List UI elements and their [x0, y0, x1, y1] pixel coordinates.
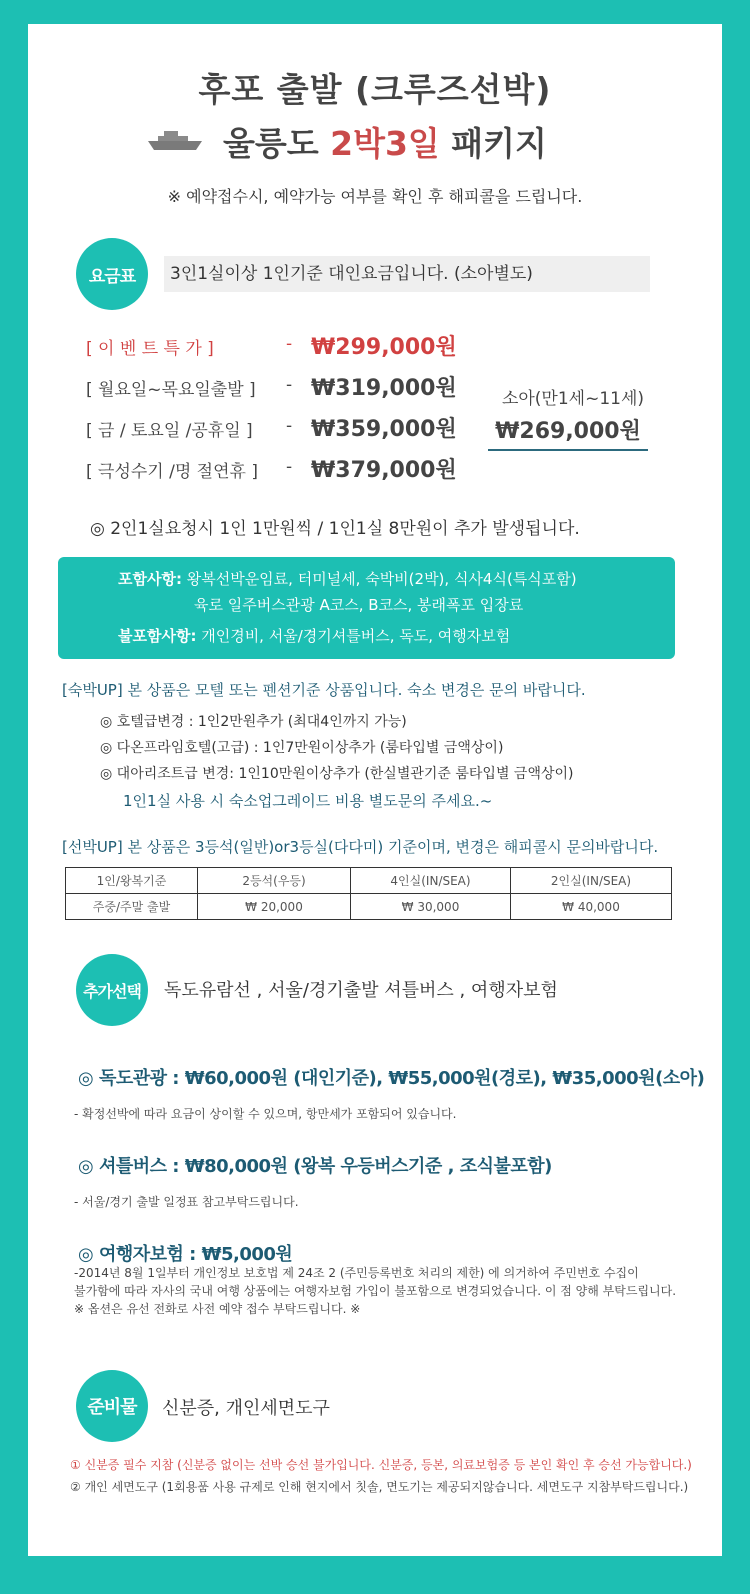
insurance-option-desc: ※ 옵션은 유선 전화로 사전 예약 접수 부탁드립니다. ※ [74, 1302, 361, 1316]
prep-items: 신분증, 개인세면도구 [162, 1398, 330, 1419]
pricing-basis: 3인1실이상 1인기준 대인요금입니다. (소아별도) [164, 256, 650, 292]
table-cell: ₩ 40,000 [511, 894, 672, 920]
table-header-cell: 4인실(IN/SEA) [351, 868, 511, 894]
table-header-row [66, 868, 672, 894]
extras-badge: 추가선택 [76, 954, 148, 1026]
insurance-option-desc: 불가함에 따라 자사의 국내 여행 상품에는 여행자보험 가입이 불포함으로 변경되었습니다. 이 점 양해 부탁드립니다. [74, 1284, 677, 1298]
lodging-upgrade-head: [숙박UP] 본 상품은 모텔 또는 펜션기준 상품입니다. 숙소 변경은 문의 바랍니다. [62, 681, 586, 699]
prep-badge: 준비물 [76, 1370, 148, 1442]
dokdo-option-title: ◎ 독도관광 : ₩60,000원 (대인기준), ₩55,000원(경로), ₩35,000원(소아) [78, 1068, 705, 1089]
table-header-cell: 1인/왕복기준 [66, 868, 198, 894]
included-line-2: 육로 일주버스관광 A코스, B코스, 봉래폭포 입장료 [194, 596, 524, 614]
insurance-option-desc: -2014년 8월 1일부터 개인정보 보호법 제 24조 2 (주민등록번호 처리의 제한) 에 의거하여 주민번호 수집이 [74, 1266, 639, 1280]
table-header-cell: 2등석(우등) [198, 868, 351, 894]
package-card [28, 24, 722, 1556]
price-row-event: [ 이 벤 트 특 가 ] - ₩299,000원 [86, 334, 457, 360]
lodging-option: ◎ 호텔급변경 : 1인2만원추가 (최대4인까지 가능) [100, 714, 407, 730]
table-row [66, 894, 672, 920]
child-price: ₩269,000원 [488, 414, 648, 451]
child-price-label: 소아(만1세~11세) [501, 389, 645, 409]
lodging-option: ◎ 대아리조트급 변경: 1인10만원이상추가 (한실별관기준 룸타입별 금액상이) [100, 766, 574, 782]
table-cell: 주중/주말 출발 [66, 894, 198, 920]
includes-box [58, 557, 675, 659]
insurance-option-title: ◎ 여행자보험 : ₩5,000원 [78, 1244, 293, 1265]
ship-upgrade-table [65, 867, 672, 920]
table-cell: ₩ 30,000 [351, 894, 511, 920]
extras-summary: 독도유람선 , 서울/경기출발 셔틀버스 , 여행자보험 [164, 980, 558, 1001]
included-line-1: 포함사항: 왕복선박운임료, 터미널세, 숙박비(2박), 식사4식(특식포함) [118, 570, 577, 588]
surcharge-note: ◎ 2인1실요청시 1인 1만원씩 / 1인1실 8만원이 추가 발생됩니다. [90, 519, 580, 539]
table-cell: ₩ 20,000 [198, 894, 351, 920]
prep-note-id: ① 신분증 필수 지참 (신분증 없이는 선박 승선 불가입니다. 신분증, 등본, 의료보험증 등 본인 확인 후 승선 가능합니다.) [70, 1458, 692, 1472]
shuttle-option-title: ◎ 셔틀버스 : ₩80,000원 (왕복 우등버스기준 , 조식불포함) [78, 1156, 552, 1177]
package-subtitle: 울릉도 2박3일 패키지 [223, 124, 547, 163]
lodging-option: ◎ 다온프라임호텔(고급) : 1인7만원이상추가 (룸타입별 금액상이) [100, 740, 504, 756]
page-title: 후포 출발 (크루즈선박) [198, 70, 552, 109]
ship-upgrade-head: [선박UP] 본 상품은 3등석(일반)or3등실(다다미) 기준이며, 변경은 해피콜시 문의바랍니다. [62, 838, 659, 856]
prep-note-toiletries: ② 개인 세면도구 (1회용품 사용 규제로 인해 현지에서 칫솔, 면도기는 제공되지않습니다. 세면도구 지참부탁드립니다.) [70, 1480, 689, 1494]
pricing-badge: 요금표 [76, 238, 148, 310]
single-room-note: 1인1실 사용 시 숙소업그레이드 비용 별도문의 주세요.~ [123, 792, 493, 810]
reservation-notice: ※ 예약접수시, 예약가능 여부를 확인 후 해피콜을 드립니다. [167, 187, 583, 206]
table-header-cell: 2인실(IN/SEA) [511, 868, 672, 894]
shuttle-option-desc: - 서울/경기 출발 일정표 참고부탁드립니다. [74, 1195, 299, 1209]
price-row-weekend: [ 금 / 토요일 /공휴일 ] - ₩359,000원 [86, 416, 457, 442]
ship-icon [146, 127, 204, 153]
dokdo-option-desc: - 확정선박에 따라 요금이 상이할 수 있으며, 항만세가 포함되어 있습니다. [74, 1107, 457, 1121]
price-row-weekday: [ 월요일~목요일출발 ] - ₩319,000원 [86, 375, 457, 401]
price-row-peak: [ 극성수기 /명 절연휴 ] - ₩379,000원 [86, 457, 457, 483]
excluded-line: 불포함사항: 개인경비, 서울/경기셔틀버스, 독도, 여행자보험 [118, 627, 511, 645]
